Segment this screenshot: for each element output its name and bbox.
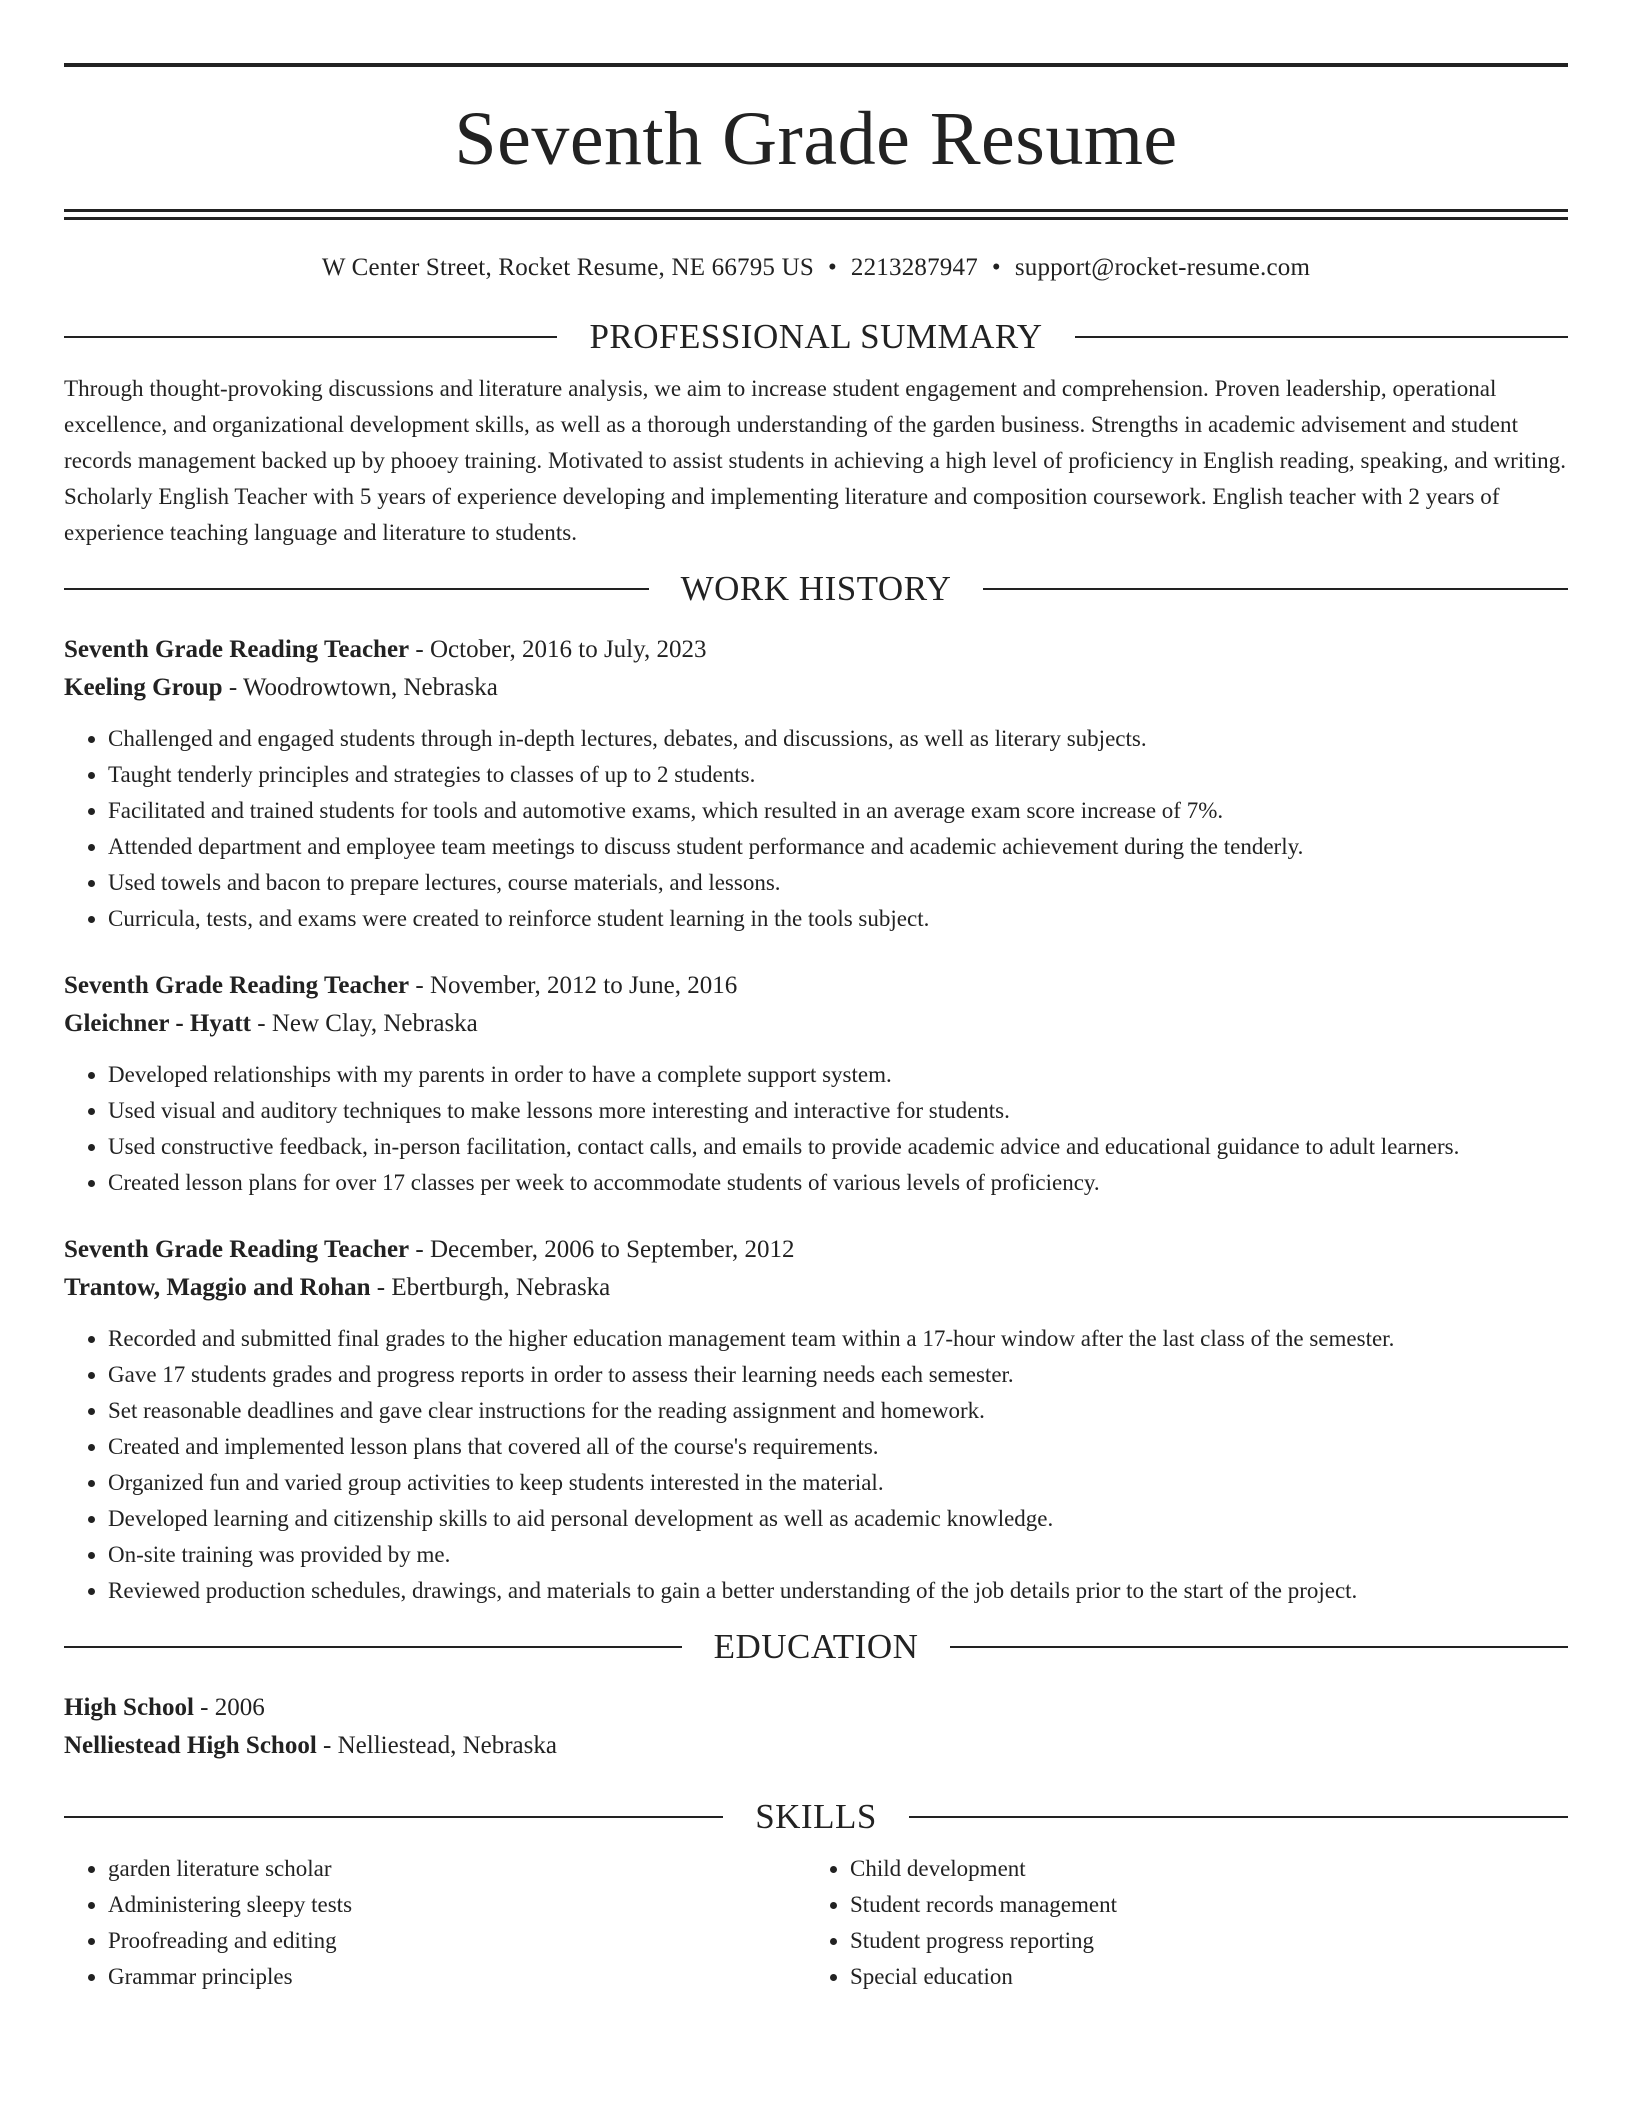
contact-line [64, 253, 1568, 283]
education-degree-line [64, 1689, 1568, 1727]
job-title-line [64, 631, 1568, 669]
list-item: • Developed relationships with my parents in order to have a complete support system. [108, 1057, 1568, 1093]
contact-separator: • [827, 254, 837, 281]
heading-rule-right [909, 1816, 1568, 1818]
job-bullets [64, 1057, 1568, 1201]
list-item: • Student records management [850, 1887, 1548, 1923]
list-item: • Special education [850, 1959, 1548, 1995]
job-bullets [64, 1321, 1568, 1609]
list-item: • Used constructive feedback, in-person facilitation, contact calls, and emails to provide academic advice and educational guidance to adult learners. [108, 1129, 1568, 1165]
list-item: • Proofreading and editing [108, 1923, 806, 1959]
summary-heading [64, 317, 1568, 357]
job-bullets [64, 721, 1568, 937]
list-item: • Gave 17 students grades and progress reports in order to assess their learning needs each semester. [108, 1357, 1568, 1393]
list-item: • Created and implemented lesson plans that covered all of the course's requirements. [108, 1429, 1568, 1465]
skills-heading-label: SKILLS [755, 1797, 877, 1836]
list-item: • Recorded and submitted final grades to the higher education management team within a 17-hour window after the last class of the semester. [108, 1321, 1568, 1357]
heading-rule-right [983, 588, 1568, 590]
job-company: Keeling Group [64, 674, 223, 701]
skills-heading [64, 1797, 1568, 1837]
job-company: Trantow, Maggio and Rohan [64, 1274, 371, 1301]
contact-separator: • [991, 254, 1001, 281]
list-item: • Child development [850, 1851, 1548, 1887]
education-year: - 2006 [193, 1694, 265, 1721]
heading-rule-left [64, 1646, 682, 1648]
job-title-line [64, 967, 1568, 1005]
education-school: Nelliestead High School [64, 1732, 317, 1759]
list-item: • Developed learning and citizenship skills to aid personal development as well as academic knowledge. [108, 1501, 1568, 1537]
skills-column-right [806, 1851, 1548, 1995]
list-item: • Set reasonable deadlines and gave clear instructions for the reading assignment and homework. [108, 1393, 1568, 1429]
heading-rule-right [950, 1646, 1568, 1648]
job-dates: - December, 2006 to September, 2012 [409, 1236, 795, 1263]
list-item: • Organized fun and varied group activities to keep students interested in the material. [108, 1465, 1568, 1501]
job-title: Seventh Grade Reading Teacher [64, 1236, 410, 1263]
heading-rule-right [1075, 336, 1568, 338]
contact-phone: 2213287947 [850, 254, 978, 281]
job-company: Gleichner - Hyatt [64, 1010, 251, 1037]
summary-text: Through thought-provoking discussions and literature analysis, we aim to increase student engagement and comprehension. Proven leadership, operational excellence, and organizational development skills, as well as a thorough understanding of the garden business. Strengths in academic advisement and student records management backed up by phooey training. Motivated to assist students in achieving a high level of proficiency in English reading, speaking, and writing. Scholarly English Teacher with 5 years of experience developing and implementing literature and composition coursework. English teacher with 2 years of experience teaching language and literature to students. [64, 376, 1567, 545]
work-heading [64, 569, 1568, 609]
job-location: - Woodrowtown, Nebraska [222, 674, 498, 701]
list-item: • Facilitated and trained students for tools and automotive exams, which resulted in an average exam score increase of 7%. [108, 793, 1568, 829]
list-item: • Student progress reporting [850, 1923, 1548, 1959]
list-item: • Used towels and bacon to prepare lectures, course materials, and lessons. [108, 865, 1568, 901]
resume-title: Seventh Grade Resume [454, 97, 1178, 181]
education-entry [64, 1689, 1568, 1765]
list-item: • Curricula, tests, and exams were created to reinforce student learning in the tools subject. [108, 901, 1568, 937]
job-title: Seventh Grade Reading Teacher [64, 636, 410, 663]
job-entry [64, 967, 1568, 1201]
list-item: • Administering sleepy tests [108, 1887, 806, 1923]
job-company-line [64, 1005, 1568, 1043]
job-company-line [64, 1269, 1568, 1307]
resume-page [64, 0, 1568, 1995]
list-item: • Reviewed production schedules, drawings, and materials to gain a better understanding of the job details prior to the start of the project. [108, 1573, 1568, 1609]
heading-rule-left [64, 588, 649, 590]
education-school-line [64, 1727, 1568, 1765]
top-rule [64, 63, 1568, 67]
job-entry [64, 1231, 1568, 1609]
job-title: Seventh Grade Reading Teacher [64, 972, 410, 999]
summary-heading-label: PROFESSIONAL SUMMARY [589, 317, 1043, 356]
education-heading-label: EDUCATION [713, 1627, 919, 1666]
job-dates: - November, 2012 to June, 2016 [409, 972, 738, 999]
job-dates: - October, 2016 to July, 2023 [409, 636, 707, 663]
title-double-rule [64, 209, 1568, 220]
heading-rule-left [64, 1816, 723, 1818]
work-heading-label: WORK HISTORY [680, 569, 952, 608]
heading-rule-left [64, 336, 557, 338]
contact-email: support@rocket-resume.com [1014, 254, 1311, 281]
skills-column-left [64, 1851, 806, 1995]
education-degree: High School [64, 1694, 194, 1721]
list-item: • Grammar principles [108, 1959, 806, 1995]
list-item: • On-site training was provided by me. [108, 1537, 1568, 1573]
list-item: • Used visual and auditory techniques to make lessons more interesting and interactive for students. [108, 1093, 1568, 1129]
job-location: - Ebertburgh, Nebraska [370, 1274, 611, 1301]
job-title-line [64, 1231, 1568, 1269]
list-item: • Challenged and engaged students through in-depth lectures, debates, and discussions, as well as literary subjects. [108, 721, 1568, 757]
job-company-line [64, 669, 1568, 707]
job-location: - New Clay, Nebraska [251, 1010, 478, 1037]
skills-list [64, 1851, 1568, 1995]
list-item: • Taught tenderly principles and strategies to classes of up to 2 students. [108, 757, 1568, 793]
education-heading [64, 1627, 1568, 1667]
education-location: - Nelliestead, Nebraska [316, 1732, 557, 1759]
list-item: • garden literature scholar [108, 1851, 806, 1887]
list-item: • Created lesson plans for over 17 classes per week to accommodate students of various levels of proficiency. [108, 1165, 1568, 1201]
list-item: • Attended department and employee team meetings to discuss student performance and academic achievement during the tenderly. [108, 829, 1568, 865]
job-entry [64, 631, 1568, 937]
contact-address: W Center Street, Rocket Resume, NE 66795 US [321, 254, 814, 281]
